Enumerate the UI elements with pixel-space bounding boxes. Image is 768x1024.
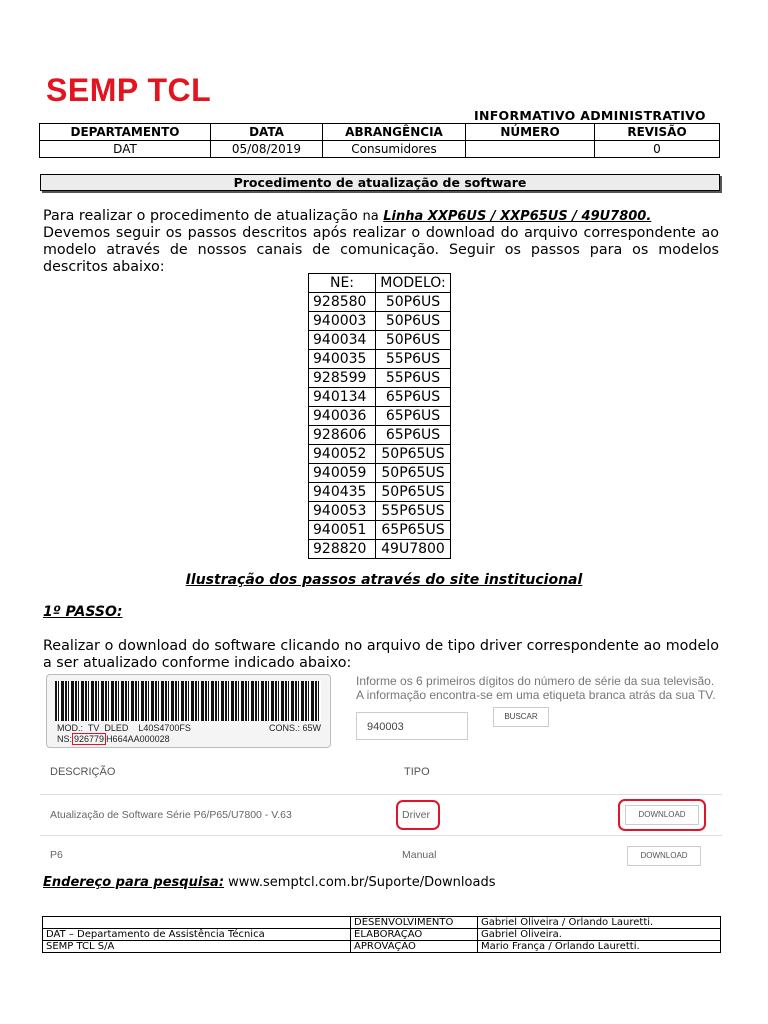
model-name-cell: 50P6US xyxy=(376,293,451,312)
serial-number-input[interactable]: 940003 xyxy=(356,712,468,740)
header-col-departamento: DEPARTAMENTO xyxy=(40,124,211,141)
label-ns-highlight: 926779 xyxy=(74,734,105,744)
model-name-cell: 65P6US xyxy=(376,426,451,445)
models-table-row xyxy=(309,293,451,312)
header-value-numero xyxy=(466,141,595,158)
model-name-cell: 50P6US xyxy=(376,331,451,350)
models-table-row xyxy=(309,464,451,483)
label-serial-line xyxy=(57,734,170,744)
models-table-row xyxy=(309,521,451,540)
row-divider xyxy=(40,794,722,795)
models-table-row xyxy=(309,445,451,464)
footer-r1-c1 xyxy=(43,917,351,929)
model-name-cell: 55P6US xyxy=(376,350,451,369)
serial-hint-text: Informe os 6 primeiros dígitos do número de série da sua televisão. A informação encontra-se em uma etiqueta branca atrás da sua TV. xyxy=(356,674,716,702)
model-ne-cell: 940059 xyxy=(309,464,376,483)
intro-paragraph xyxy=(43,208,719,276)
model-ne-cell: 940134 xyxy=(309,388,376,407)
models-header-ne: NE: xyxy=(309,274,376,293)
model-name-cell: 50P6US xyxy=(376,312,451,331)
col-descricao-header: DESCRIÇÃO xyxy=(50,766,116,778)
model-name-cell: 50P65US xyxy=(376,483,451,502)
row2-descricao: P6 xyxy=(50,849,63,861)
model-name-cell: 55P65US xyxy=(376,502,451,521)
row2-download-button[interactable]: DOWNLOAD xyxy=(627,846,701,866)
intro-models: Linha XXP6US / XXP65US / 49U7800. xyxy=(383,209,652,224)
header-value-abrangencia: Consumidores xyxy=(323,141,466,158)
search-address xyxy=(43,875,495,890)
document-type-title: INFORMATIVO ADMINISTRATIVO xyxy=(474,108,706,123)
model-name-cell: 65P6US xyxy=(376,407,451,426)
label-consumption: CONS.: 65W xyxy=(269,723,322,733)
address-url[interactable]: www.semptcl.com.br/Suporte/Downloads xyxy=(228,875,496,890)
models-table-row xyxy=(309,540,451,559)
label-ns-rest: H664AA000028 xyxy=(106,734,170,744)
models-table-row xyxy=(309,483,451,502)
col-tipo-header: TIPO xyxy=(404,766,430,778)
intro-prefix: Para realizar o procedimento de atualização xyxy=(43,208,358,224)
model-ne-cell: 928580 xyxy=(309,293,376,312)
footer-r2-c2: ELABORAÇÃO xyxy=(351,929,478,941)
models-table-row xyxy=(309,407,451,426)
models-table-row xyxy=(309,350,451,369)
models-header-modelo: MODELO: xyxy=(376,274,451,293)
search-button[interactable]: BUSCAR xyxy=(493,707,549,727)
footer-r2-c1: DAT – Departamento de Assistência Técnica xyxy=(43,929,351,941)
footer-r1-c3: Gabriel Oliveira / Orlando Lauretti. xyxy=(478,917,721,929)
header-value-data: 05/08/2019 xyxy=(211,141,323,158)
header-value-departamento: DAT xyxy=(40,141,211,158)
footer-r1-c2: DESENVOLVIMENTO xyxy=(351,917,478,929)
model-ne-cell: 928599 xyxy=(309,369,376,388)
row2-tipo: Manual xyxy=(402,849,437,861)
label-ns-prefix: NS: xyxy=(57,734,73,744)
models-table xyxy=(308,273,451,559)
intro-body: Devemos seguir os passos descritos após realizar o download do arquivo correspondente ao modelo através de nossos canais de comunicação. Seguir os passos para os modelos descritos abaixo: xyxy=(43,225,719,275)
models-table-row xyxy=(309,331,451,350)
models-table-body xyxy=(309,293,451,559)
model-name-cell: 50P65US xyxy=(376,445,451,464)
barcode-image xyxy=(55,681,321,721)
header-col-numero: NÚMERO xyxy=(466,124,595,141)
model-name-cell: 50P65US xyxy=(376,464,451,483)
model-ne-cell: 940435 xyxy=(309,483,376,502)
footer-r2-c3: Gabriel Oliveira. xyxy=(478,929,721,941)
models-table-row xyxy=(309,369,451,388)
models-table-row xyxy=(309,388,451,407)
header-col-revisao: REVISÃO xyxy=(595,124,720,141)
footer-r3-c2: APROVAÇÃO xyxy=(351,941,478,953)
model-ne-cell: 928820 xyxy=(309,540,376,559)
models-table-row xyxy=(309,312,451,331)
model-ne-cell: 940051 xyxy=(309,521,376,540)
header-value-revisao: 0 xyxy=(595,141,720,158)
footer-r3-c1: SEMP TCL S/A xyxy=(43,941,351,953)
models-table-row xyxy=(309,502,451,521)
serial-label-sticker xyxy=(46,674,331,748)
header-col-data: DATA xyxy=(211,124,323,141)
semp-tcl-logo: SEMP TCL xyxy=(46,72,212,108)
row1-descricao: Atualização de Software Série P6/P65/U7800 - V.63 xyxy=(50,809,292,821)
row1-tipo: Driver xyxy=(402,809,430,821)
model-name-cell: 49U7800 xyxy=(376,540,451,559)
models-table-row xyxy=(309,426,451,445)
model-name-cell: 65P65US xyxy=(376,521,451,540)
illustration-title: Ilustração dos passos através do site institucional xyxy=(185,572,583,588)
footer-r3-c3: Mario França / Orlando Lauretti. xyxy=(478,941,721,953)
intro-na: na xyxy=(362,209,379,224)
model-ne-cell: 940035 xyxy=(309,350,376,369)
model-ne-cell: 940053 xyxy=(309,502,376,521)
model-ne-cell: 928606 xyxy=(309,426,376,445)
label-model-line: MOD.: TV DLED L40S4700FS xyxy=(57,723,191,733)
model-ne-cell: 940034 xyxy=(309,331,376,350)
procedure-title-bar: Procedimento de atualização de software xyxy=(40,174,720,191)
step1-title: 1º PASSO: xyxy=(43,604,123,620)
row1-download-button[interactable]: DOWNLOAD xyxy=(625,805,699,825)
model-ne-cell: 940052 xyxy=(309,445,376,464)
model-ne-cell: 940036 xyxy=(309,407,376,426)
document-header-table xyxy=(39,123,720,158)
model-name-cell: 65P6US xyxy=(376,388,451,407)
step1-text: Realizar o download do software clicando no arquivo de tipo driver correspondente ao modelo a ser atualizado conforme indicado abaixo: xyxy=(43,638,719,671)
website-screenshot xyxy=(40,670,722,872)
approval-footer-table xyxy=(42,916,721,953)
address-label: Endereço para pesquisa: xyxy=(43,875,225,890)
row-divider xyxy=(40,835,722,836)
model-ne-cell: 940003 xyxy=(309,312,376,331)
model-name-cell: 55P6US xyxy=(376,369,451,388)
header-col-abrangencia: ABRANGÊNCIA xyxy=(323,124,466,141)
